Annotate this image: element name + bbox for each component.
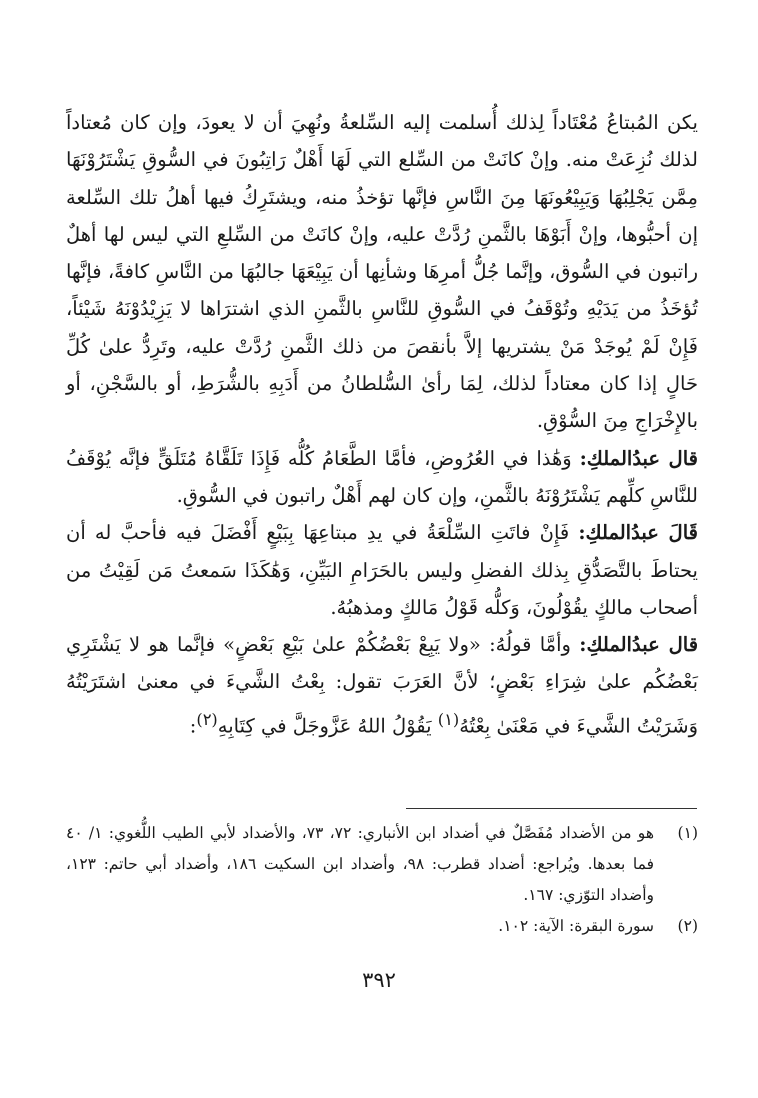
paragraph-1-text: يكن المُبتاعُ مُعْتَاداً لِذلك أُسلمت إليه السِّلعةُ ونُهِيَ أن لا يعودَ، وإن كان مُعتاداً لذلك نُزِعَتْ منه. وإنْ كانَتْ من السِّلع التي لَهَا أَهْلٌ رَاتِبُونَ في السُّوقِ يَشْتَرُوْنَهَا مِمَّن يَجْلِبُهَا وَيَبِيْعُونَهَا مِنَ النَّاسِ فإنَّها تؤخذُ منه، ويشتَرِكُ فيها أهلُ تلك السِّلعة إن أحبُّوها، وإنْ أَبَوْهَا بالثَّمنِ رُدَّتْ عليه، وإنْ كانَتْ من السِّلعِ التي ليس لها أهلٌ راتبون في السُّوق، وإنَّما جُلُّ أمرِهَا وشأنِها أن يَبِيْعَهَا جالبُهَا من النَّاسِ كافةً، فإنَّها تُؤخَذُ من يَدَيْهِ وتُوْقَفُ في السُّوقِ للنَّاسِ بالثَّمنِ الذي اشترَاها لا يَزِيْدُوْنَهُ شَيْئاً، فَإِنْ لَمْ يُوجَدْ مَنْ يشتريها إلاَّ بأنقصَ من ذلك الثَّمنِ رُدَّتْ عليه، وتَرِدُّ علىٰ كُلِّ حَالٍ إذا كان معتاداً لذلك، لِمَا رأىٰ السُّلطانُ من أَدَبِهِ بالشُّرَطِ، أو بالسَّجْنِ، أو بالإِخْرَاجِ مِنَ السُّوْقِ. bbox=[66, 111, 698, 433]
speaker-label: قال عبدُالملكِ: bbox=[579, 633, 699, 657]
footnote-2 bbox=[66, 911, 698, 942]
paragraph-2 bbox=[66, 440, 698, 515]
paragraph-3 bbox=[66, 514, 698, 626]
footnote-number: (٢) bbox=[677, 917, 698, 935]
footnote-text: سورة البقرة: الآية: ١٠٢. bbox=[498, 917, 654, 935]
paragraph-4-end: : bbox=[189, 714, 197, 738]
paragraph-4-mid: يَقُوْلُ اللهُ عَزَّوجَلَّ في كِتَابِهِ bbox=[217, 714, 438, 738]
footnote-ref-2[interactable]: (٢) bbox=[196, 709, 218, 729]
paragraph-3-text: فَإِنْ فاتَتِ السِّلْعَةُ في يدِ مبتاعِهَا بِبَيْعٍ أَفْضَلَ فيه فأحبَّ له أن يحتاطَ بالتَّصَدُّقِ بِذلك الفضلِ وليس بالحَرَامِ البَيِّنِ، وَهَٰكَذَا سَمعتُ مَن لَقِيْتُ من أصحاب مالكٍ يقُوْلُونَ، وَكلُّه قَوْلُ مَالكٍ ومذهبُهُ. bbox=[66, 521, 698, 619]
footnotes bbox=[66, 818, 698, 942]
footnote-ref-1[interactable]: (١) bbox=[437, 709, 460, 729]
speaker-label: قَالَ عبدُالملكِ: bbox=[578, 521, 698, 545]
footnote-number: (١) bbox=[677, 824, 698, 842]
paragraph-4 bbox=[66, 626, 698, 744]
speaker-label: قال عبدُالملكِ: bbox=[579, 446, 698, 470]
footnote-text: هو من الأضداد مُفَصَّلٌ في أضداد ابن الأنباري: ٧٢، ٧٣، والأضداد لأبي الطيب اللُّغوي: ١/ ٤٠ فما بعدها. ويُراجع: أضداد قطرب: ٩٨، وأضداد ابن السكيت ١٨٦، وأضداد أبي حاتم: ١٢٣، وأضداد التوّزي: ١٦٧. bbox=[66, 824, 654, 904]
footnote-divider bbox=[406, 808, 697, 809]
footnote-1 bbox=[66, 818, 698, 911]
paragraph-4-text: وأمَّا قولُهُ: «ولا يَبِعْ بَعْضُكُمْ علىٰ بَيْعِ بَعْضٍ» فإنَّما هو لا يَشْتَرِي بَعْضُكُم علىٰ شِرَاءِ بَعْضٍ؛ لأنَّ العَرَبَ تقول: بِعْتُ الشَّيءَ في معنىٰ اشتَرَيْتُهُ وَشَرَيْتُ الشَّيءَ في مَعْنَىٰ بِعْتُهُ bbox=[66, 633, 698, 738]
paragraph-2-text: وَهَٰذا في العُرُوضِ، فأمَّا الطَّعَامُ كُلُّه فَإِذَا تَلَقَّاهُ مُتَلَقٍّ فإنَّه يُوْقَفُ للنَّاسِ كلِّهم يَشْتَرُوْنَهُ بالثَّمنِ، وإن كان لهم أَهْلٌ راتبون في السُّوقِ. bbox=[66, 446, 698, 507]
paragraph-1 bbox=[66, 104, 698, 440]
page-number: ٣٩٢ bbox=[362, 968, 396, 992]
main-text bbox=[66, 104, 698, 745]
